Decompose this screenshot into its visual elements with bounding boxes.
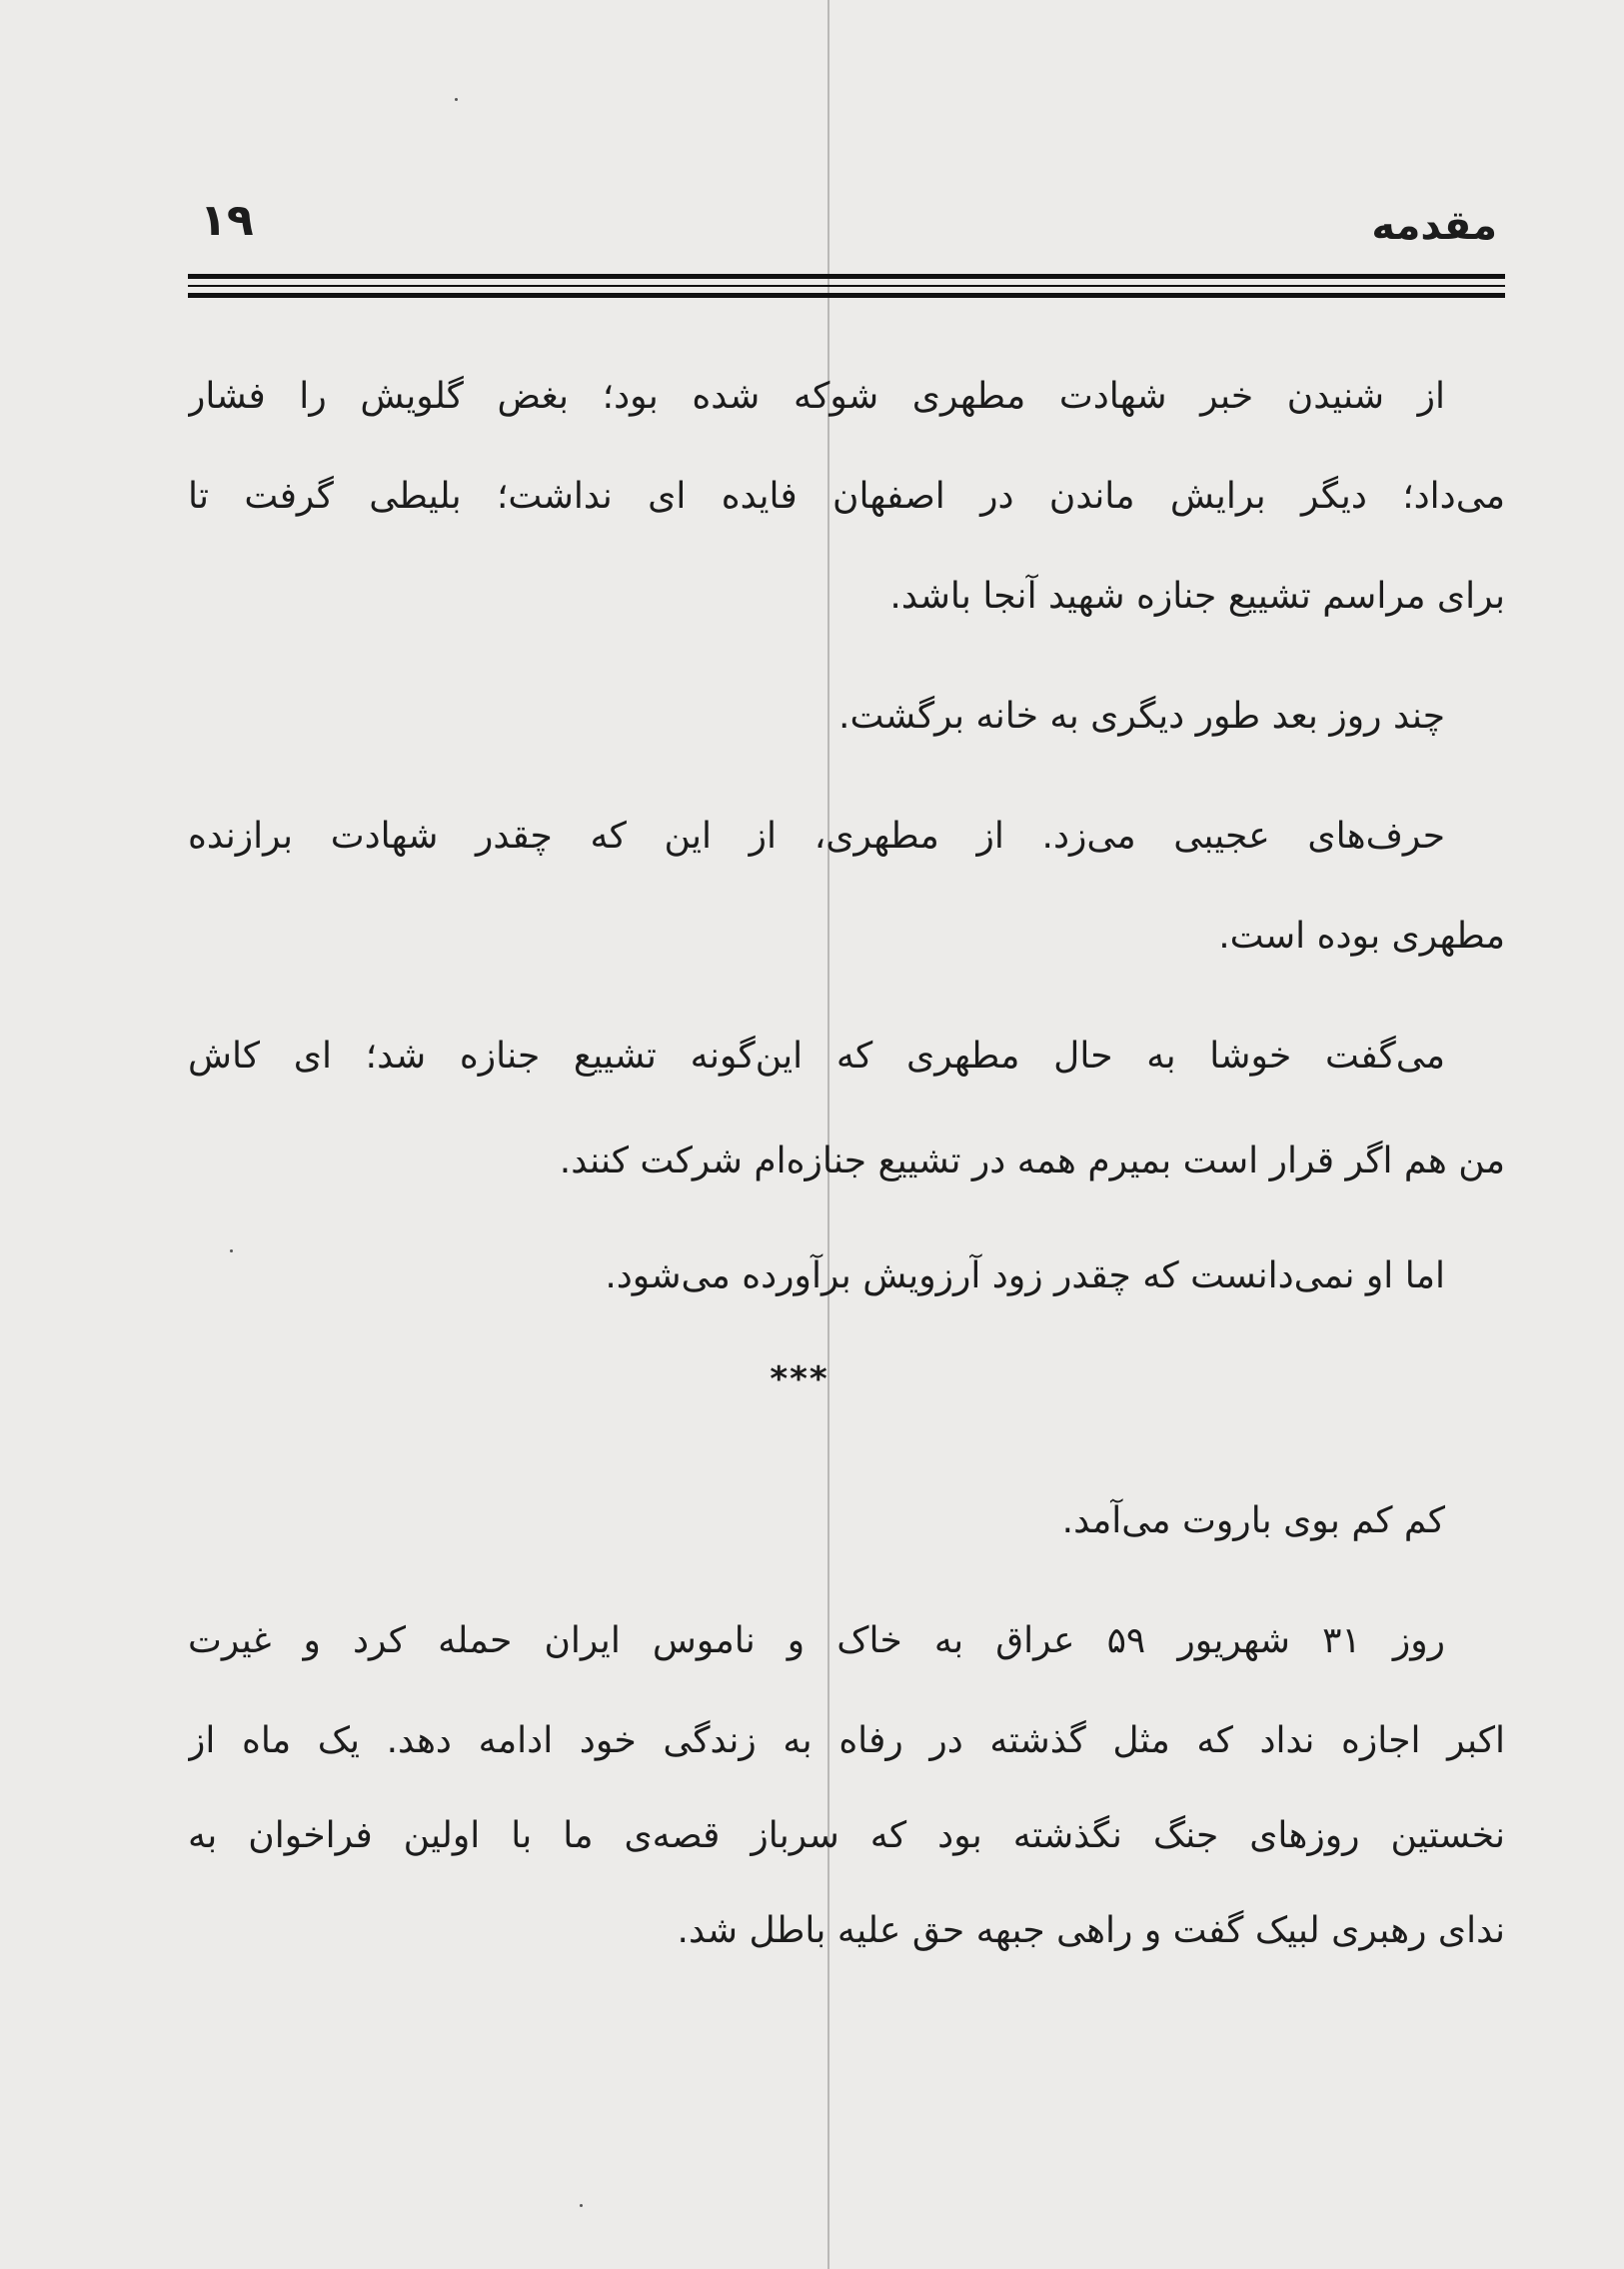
scan-speck bbox=[580, 2204, 583, 2207]
section-separator: *** bbox=[770, 1359, 829, 1399]
page-number: ۱۹ bbox=[200, 195, 254, 246]
paragraph-2-line-1: چند روز بعد طور دیگری به خانه برگشت. bbox=[838, 696, 1445, 737]
paragraph-1-line-2: می‌داد؛ دیگر برایش ماندن در اصفهان فایده ای نداشت؛ بلیطی گرفت تا bbox=[188, 476, 1505, 517]
paragraph-7-line-4: ندای رهبری لبیک گفت و راهی جبهه حق علیه باطل شد. bbox=[677, 1910, 1505, 1951]
paragraph-4-line-2: من هم اگر قرار است بمیرم همه در تشییع جنازه‌ام شرکت کنند. bbox=[559, 1140, 1505, 1181]
header-rule-bottom bbox=[188, 293, 1505, 298]
paragraph-3-line-1: حرف‌های عجیبی می‌زد. از مطهری، از این که چقدر شهادت برازنده bbox=[188, 816, 1445, 857]
page-header bbox=[188, 195, 1505, 265]
scan-speck bbox=[230, 1249, 233, 1252]
paragraph-7-line-1: روز ۳۱ شهریور ۵۹ عراق به خاک و ناموس ایران حمله کرد و غیرت bbox=[188, 1620, 1445, 1661]
chapter-title: مقدمه bbox=[1371, 203, 1497, 249]
paragraph-7-line-3: نخستین روزهای جنگ نگذشته بود که سرباز قصه‌ی ما با اولین فراخوان به bbox=[188, 1815, 1505, 1856]
paragraph-7-line-2: اکبر اجازه نداد که مثل گذشته در رفاه به زندگی خود ادامه دهد. یک ماه از bbox=[188, 1720, 1505, 1761]
header-rule-middle bbox=[188, 285, 1505, 287]
paragraph-5-line-1: اما او نمی‌دانست که چقدر زود آرزویش برآورده می‌شود. bbox=[605, 1255, 1445, 1296]
paragraph-1-line-1: از شنیدن خبر شهادت مطهری شوکه شده بود؛ بغض گلویش را فشار bbox=[188, 376, 1445, 417]
paragraph-3-line-2: مطهری بوده است. bbox=[1218, 916, 1505, 957]
scan-speck bbox=[455, 98, 458, 101]
paragraph-6-line-1: کم کم بوی باروت می‌آمد. bbox=[1061, 1500, 1445, 1541]
header-rule-top bbox=[188, 274, 1505, 279]
paragraph-4-line-1: می‌گفت خوشا به حال مطهری که این‌گونه تشییع جنازه شد؛ ای کاش bbox=[188, 1036, 1445, 1077]
paragraph-1-line-3: برای مراسم تشییع جنازه شهید آنجا باشد. bbox=[889, 576, 1505, 617]
